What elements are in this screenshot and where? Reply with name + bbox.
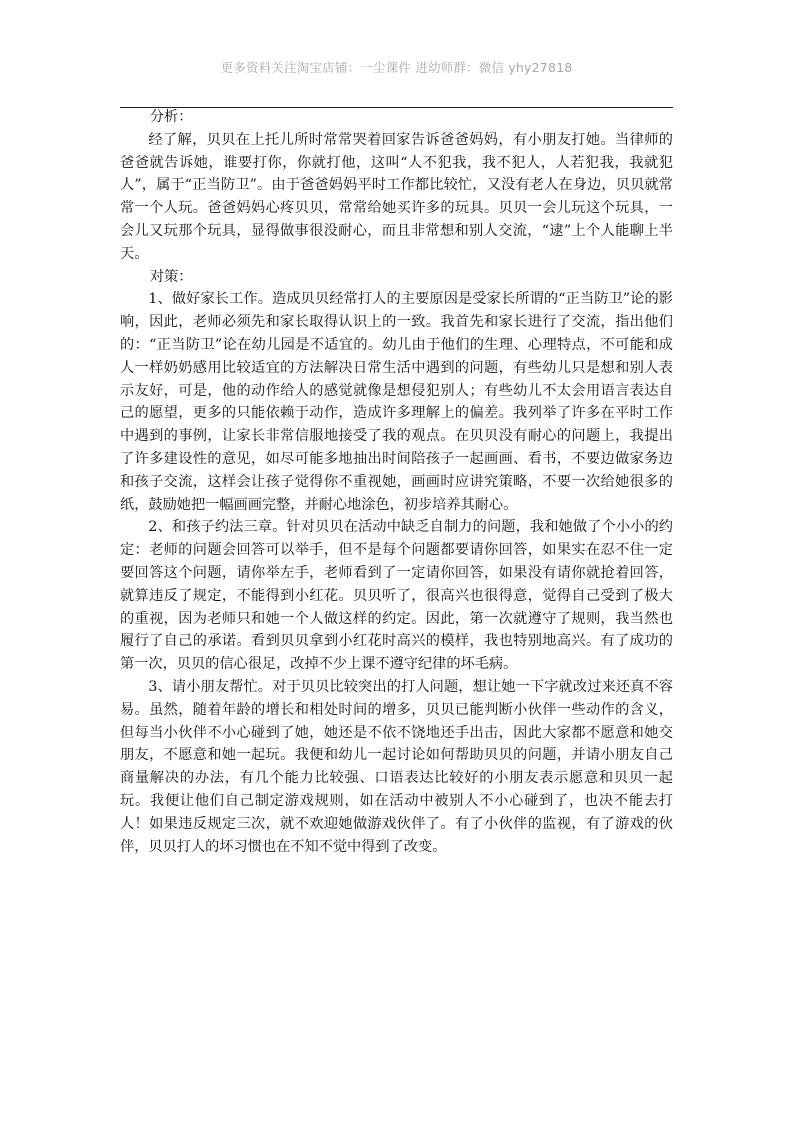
analysis-label: 分析： — [149, 109, 193, 125]
strategy-item-2: 2、和孩子约法三章。针对贝贝在活动中缺乏自制力的问题，我和她做了个小小的约定：老师的问题会回答可以举手，但不是每个问题都要请你回答，如果实在忍不住一定要回答这个问题，请你举左手，老师看到了一定请你回答，如果没有请你就抢着回答，就算违反了规定，不能得到小红花。贝贝听了，很高兴也很得意，觉得自己受到了极大的重视，因为老师只和她一个人做这样的约定。因此，第一次就遵守了规则，我当然也履行了自己的承诺。看到贝贝拿到小红花时高兴的模样，我也特别地高兴。有了成功的第一次，贝贝的信心很足，改掉不少上课不遵守纪律的坏毛病。 — [120, 519, 673, 673]
strategy-label: 对策： — [149, 268, 193, 285]
strategy-item-3: 3、请小朋友帮忙。对于贝贝比较突出的打人问题，想让她一下字就改过来还真不容易。虽然，随着年龄的增长和相处时间的增多，贝贝已能判断小伙伴一些动作的含义，但每当小伙伴不小心碰到了她，她还是不依不饶地还手出击，因此大家都不愿意和她交朋友，不愿意和她一起玩。我便和幼儿一起讨论如何帮助贝贝的问题，并请小朋友自己商量解决的办法，有几个能力比较强、口语表达比较好的小朋友表示愿意和贝贝一起玩。我便让他们自己制定游戏规则，如在活动中被别人不小心碰到了，也决不能去打人！如果违反规定三次，就不欢迎她做游戏伙伴了。有了小伙伴的监视，有了游戏的伙伴，贝贝打人的坏习惯也在不知不觉中得到了改变。 — [120, 678, 673, 855]
strategy-item-1: 1、做好家长工作。造成贝贝经常打人的主要原因是受家长所谓的“正当防卫”论的影响，因此，老师必须先和家长取得认识上的一致。我首先和家长进行了交流，指出他们的：“正当防卫”论在幼儿园是不适宜的。幼儿由于他们的生理、心理特点，不可能和成人一样奶奶感用比较适宜的方法解决日常生活中遇到的问题，有些幼儿只是想和别人表示友好，可是，他的动作给人的感觉就像是想侵犯别人；有些幼儿不太会用语言表达自己的愿望，更多的只能依赖于动作，造成许多理解上的偏差。我列举了许多在平时工作中遇到的事例，让家长非常信服地接受了我的观点。在贝贝没有耐心的问题上，我提出了许多建设性的意见，如尽可能多地抽出时间陪孩子一起画画、看书，不要边做家务边和孩子交流，这样会让孩子觉得你不重视她，画画时应讲究策略，不要一次给她很多的纸，鼓励她把一幅画画完整，并耐心地涂色，初步培养其耐心。 — [120, 291, 673, 513]
header-promo-note: 更多资料关注淘宝店铺：一尘课件 进幼师群：微信 yhy27818 — [220, 60, 573, 75]
analysis-paragraph: 经了解，贝贝在上托儿所时常常哭着回家告诉爸爸妈妈，有小朋友打她。当律师的爸爸就告诉她，谁要打你，你就打他，这叫“人不犯我，我不犯人，人若犯我，我就犯人”，属于“正当防卫”。由于爸爸妈妈平时工作都比较忙，又没有老人在身边，贝贝就常常一个人玩。爸爸妈妈心疼贝贝，常常给她买许多的玩具。贝贝一会儿玩这个玩具，一会儿又玩那个玩具，显得做事很没耐心，而且非常想和别人交流，“逮”上个人能聊上半天。 — [120, 131, 673, 262]
document-body — [120, 106, 673, 858]
